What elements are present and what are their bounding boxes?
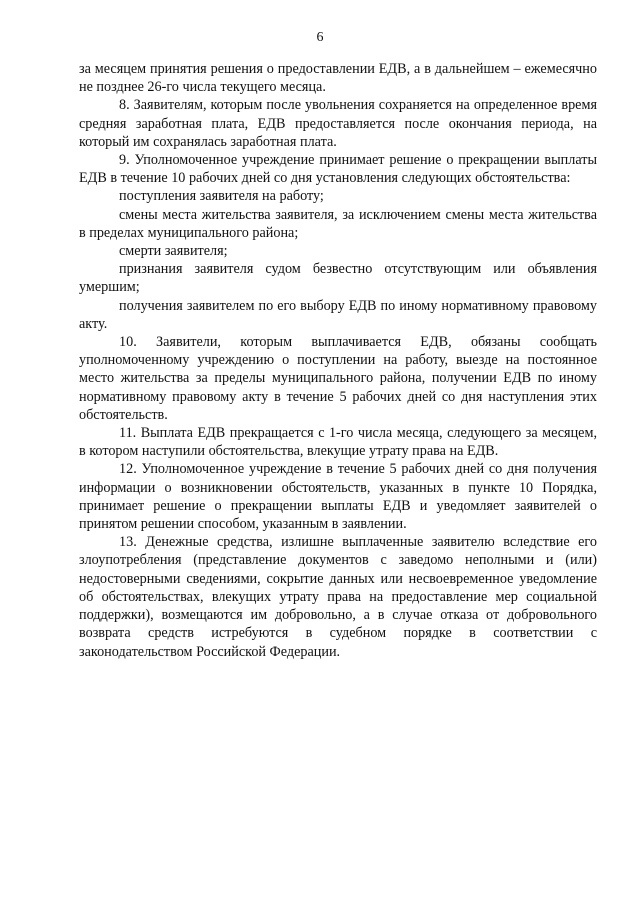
- list-item-death: смерти заявителя;: [119, 243, 228, 260]
- list-item-missing-declared: признания заявителя судом безвестно отсутствующим или объявления умершим;: [79, 261, 597, 296]
- document-body: [79, 60, 597, 661]
- paragraph-continuation: за месяцем принятия решения о предоставлении ЕДВ, а в дальнейшем – ежемесячно не позднее 26-го числа текущего месяца.: [79, 61, 597, 96]
- paragraph-13: 13. Денежные средства, излишне выплаченные заявителю вследствие его злоупотребления (представление документов с заведомо неполными и (или) недостоверными сведениями, сокрытие данных или несвоевременное уведомление об обстоятельствах, влекущих утрату права на предоставление мер социальной поддержки), возмещаются им добровольно, а в случае отказа от добровольного возврата средств истребуются в судебном порядке в соответствии с законодательством Российской Федерации.: [79, 534, 597, 660]
- list-item-other-act: получения заявителем по его выбору ЕДВ по иному нормативному правовому акту.: [79, 297, 597, 332]
- page-number: 6: [316, 30, 324, 45]
- paragraph-12: 12. Уполномоченное учреждение в течение 5 рабочих дней со дня получения информации о возникновении обстоятельств, указанных в пункте 10 Порядка, принимает решение о прекращении выплаты ЕДВ и уведомляет заявителей о принятом решении способом, указанным в заявлении.: [79, 461, 597, 533]
- paragraph-9: 9. Уполномоченное учреждение принимает решение о прекращении выплаты ЕДВ в течение 10 рабочих дней со дня установления следующих обстоятельства:: [79, 152, 597, 187]
- paragraph-8: 8. Заявителям, которым после увольнения сохраняется на определенное время средняя заработная плата, ЕДВ предоставляется после окончания периода, на который им сохранялась заработная плата.: [79, 97, 597, 150]
- list-item-employment: поступления заявителя на работу;: [119, 188, 324, 205]
- paragraph-10: 10. Заявители, которым выплачивается ЕДВ, обязаны сообщать уполномоченному учреждению о поступлении на работу, выезде на постоянное место жительства за пределы муниципального района, получении ЕДВ по иному нормативному правовому акту в течение 5 рабочих дней со дня наступления этих обстоятельств.: [79, 334, 597, 423]
- list-item-residence-change: смены места жительства заявителя, за исключением смены места жительства в пределах муниципального района;: [79, 206, 597, 241]
- paragraph-11: 11. Выплата ЕДВ прекращается с 1-го числа месяца, следующего за месяцем, в котором наступили обстоятельства, влекущие утрату права на ЕДВ.: [79, 425, 597, 460]
